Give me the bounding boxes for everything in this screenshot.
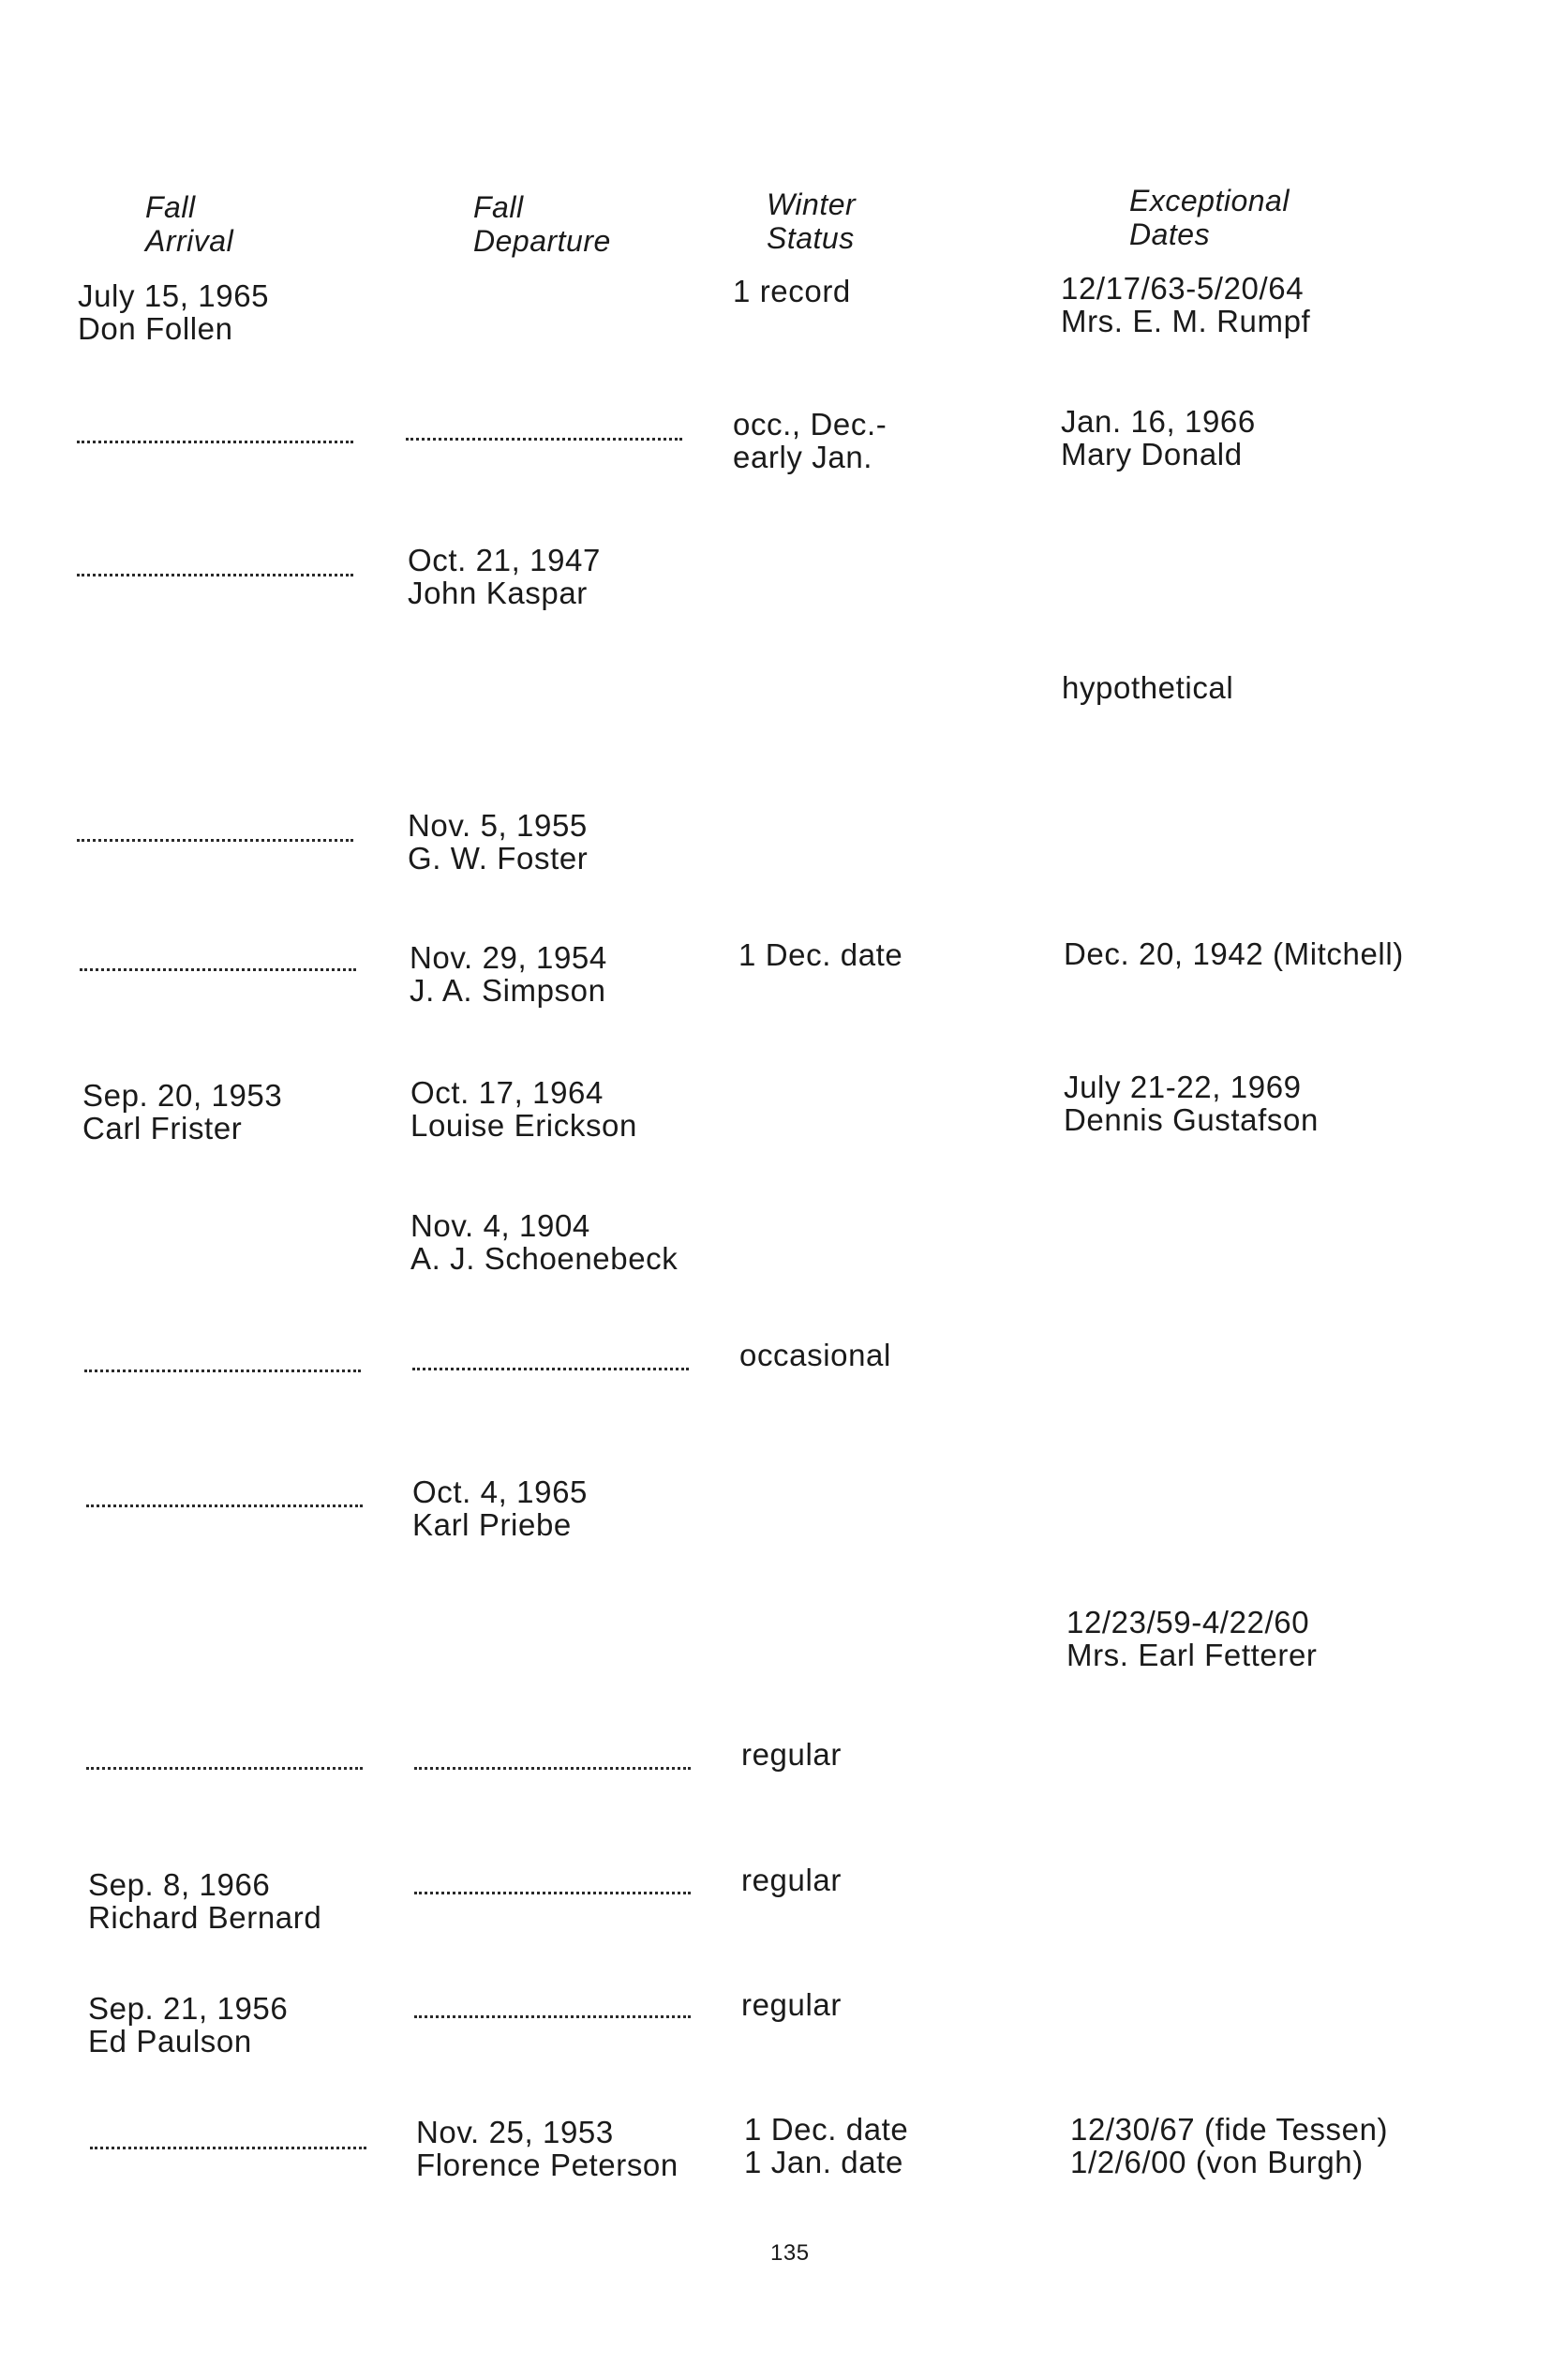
row-2-arrival-blank [77,574,353,576]
row-14-departure: Nov. 25, 1953 Florence Peterson [416,2115,679,2182]
row-4-arrival-blank [77,839,353,842]
row-10-exceptional: 12/23/59-4/22/60 Mrs. Earl Fetterer [1066,1605,1318,1672]
row-0-arrival: July 15, 1965 Don Follen [78,278,270,346]
row-0-exceptional: 12/17/63-5/20/64 Mrs. E. M. Rumpf [1061,271,1311,338]
row-14-exceptional: 12/30/67 (fide Tessen) 1/2/6/00 (von Burgh) [1070,2112,1389,2179]
row-6-departure: Oct. 17, 1964 Louise Erickson [410,1075,637,1143]
row-1-departure-blank [406,438,682,441]
row-13-winter: regular [741,1987,842,2022]
row-11-winter: regular [741,1737,842,1772]
header-fall-departure: Fall Departure [473,190,611,258]
row-13-departure-blank [414,2015,691,2018]
row-12-departure-blank [414,1892,691,1894]
header-fall-arrival: Fall Arrival [145,190,234,258]
row-4-departure: Nov. 5, 1955 G. W. Foster [408,808,589,876]
row-1-winter: occ., Dec.- early Jan. [733,407,887,474]
row-2-departure: Oct. 21, 1947 John Kaspar [408,543,601,610]
row-14-winter: 1 Dec. date 1 Jan. date [744,2112,909,2179]
row-7-departure: Nov. 4, 1904 A. J. Schoenebeck [410,1208,679,1276]
row-12-arrival: Sep. 8, 1966 Richard Bernard [88,1867,322,1935]
row-3-exceptional: hypothetical [1062,670,1234,705]
row-8-arrival-blank [84,1370,361,1372]
row-9-departure: Oct. 4, 1965 Karl Priebe [412,1474,588,1542]
row-5-arrival-blank [80,968,356,971]
row-6-arrival: Sep. 20, 1953 Carl Frister [82,1078,283,1145]
page-number: 135 [770,2240,810,2266]
row-14-arrival-blank [90,2147,366,2149]
row-5-departure: Nov. 29, 1954 J. A. Simpson [410,940,607,1008]
row-1-arrival-blank [77,441,353,443]
row-1-exceptional: Jan. 16, 1966 Mary Donald [1061,404,1256,472]
row-5-winter: 1 Dec. date [738,937,903,972]
row-5-exceptional: Dec. 20, 1942 (Mitchell) [1064,936,1404,971]
row-13-arrival: Sep. 21, 1956 Ed Paulson [88,1991,289,2058]
row-12-winter: regular [741,1863,842,1897]
row-9-arrival-blank [86,1504,363,1507]
header-winter-status: Winter Status [767,187,857,255]
row-6-exceptional: July 21-22, 1969 Dennis Gustafson [1064,1070,1319,1137]
row-8-departure-blank [412,1368,689,1370]
row-0-winter: 1 record [733,274,851,308]
row-11-arrival-blank [86,1767,363,1770]
row-8-winter: occasional [739,1338,891,1372]
header-exceptional-dates: Exceptional Dates [1129,184,1290,251]
row-11-departure-blank [414,1767,691,1770]
